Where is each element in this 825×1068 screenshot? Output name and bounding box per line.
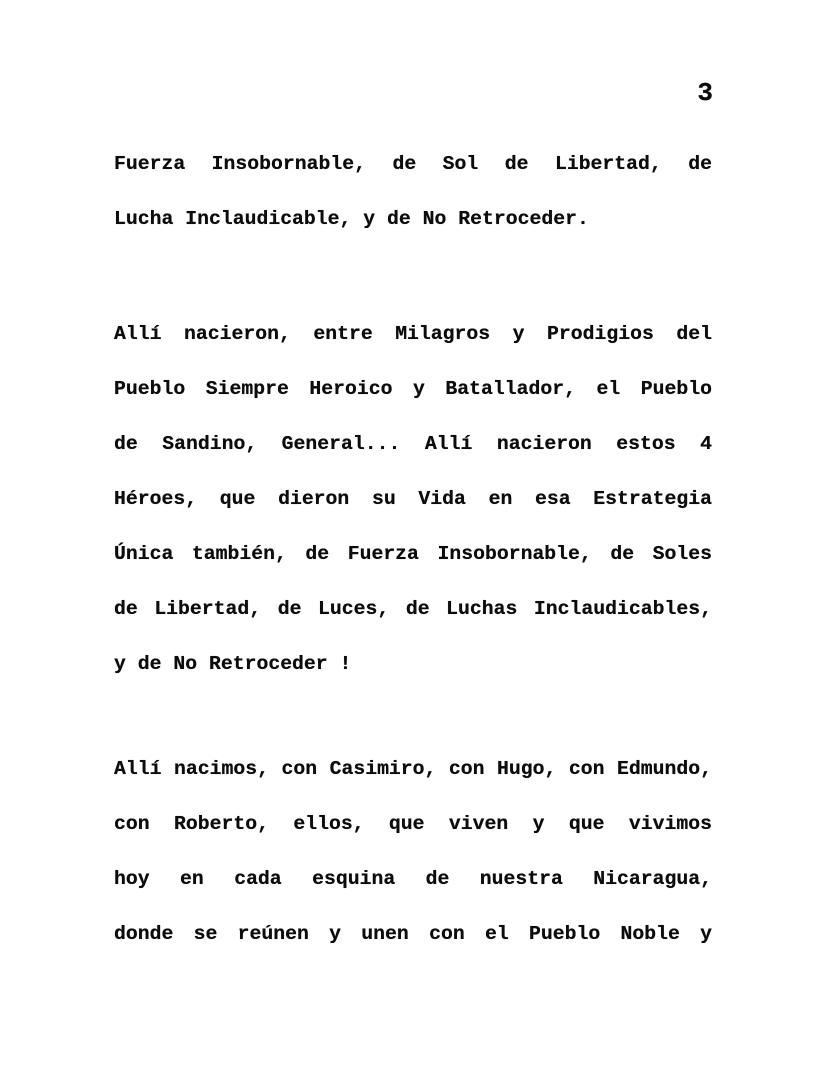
text-line: Allí nacimos, con Casimiro, con Hugo, con Edmundo,: [114, 758, 712, 780]
text-line: hoy en cada esquina de nuestra Nicaragua,: [114, 868, 712, 890]
text-line: de Sandino, General... Allí nacieron estos 4: [114, 433, 712, 455]
text-line: Allí nacieron, entre Milagros y Prodigios del: [114, 323, 712, 345]
text-line: Pueblo Siempre Heroico y Batallador, el Pueblo: [114, 378, 712, 400]
text-line: Única también, de Fuerza Insobornable, de Soles: [114, 543, 712, 565]
text-line: de Libertad, de Luces, de Luchas Inclaudicables,: [114, 598, 712, 620]
text-line: Lucha Inclaudicable, y de No Retroceder.: [114, 208, 589, 230]
text-line: con Roberto, ellos, que viven y que vivimos: [114, 813, 712, 835]
document-body: [114, 137, 712, 962]
paragraph: [114, 307, 712, 692]
text-line: Héroes, que dieron su Vida en esa Estrategia: [114, 488, 712, 510]
text-line: Fuerza Insobornable, de Sol de Libertad, de: [114, 153, 712, 175]
text-line: y de No Retroceder !: [114, 653, 352, 675]
paragraph: [114, 137, 712, 247]
page-number: 3: [697, 78, 713, 108]
text-line: donde se reúnen y unen con el Pueblo Noble y: [114, 923, 712, 945]
paragraph: [114, 742, 712, 962]
